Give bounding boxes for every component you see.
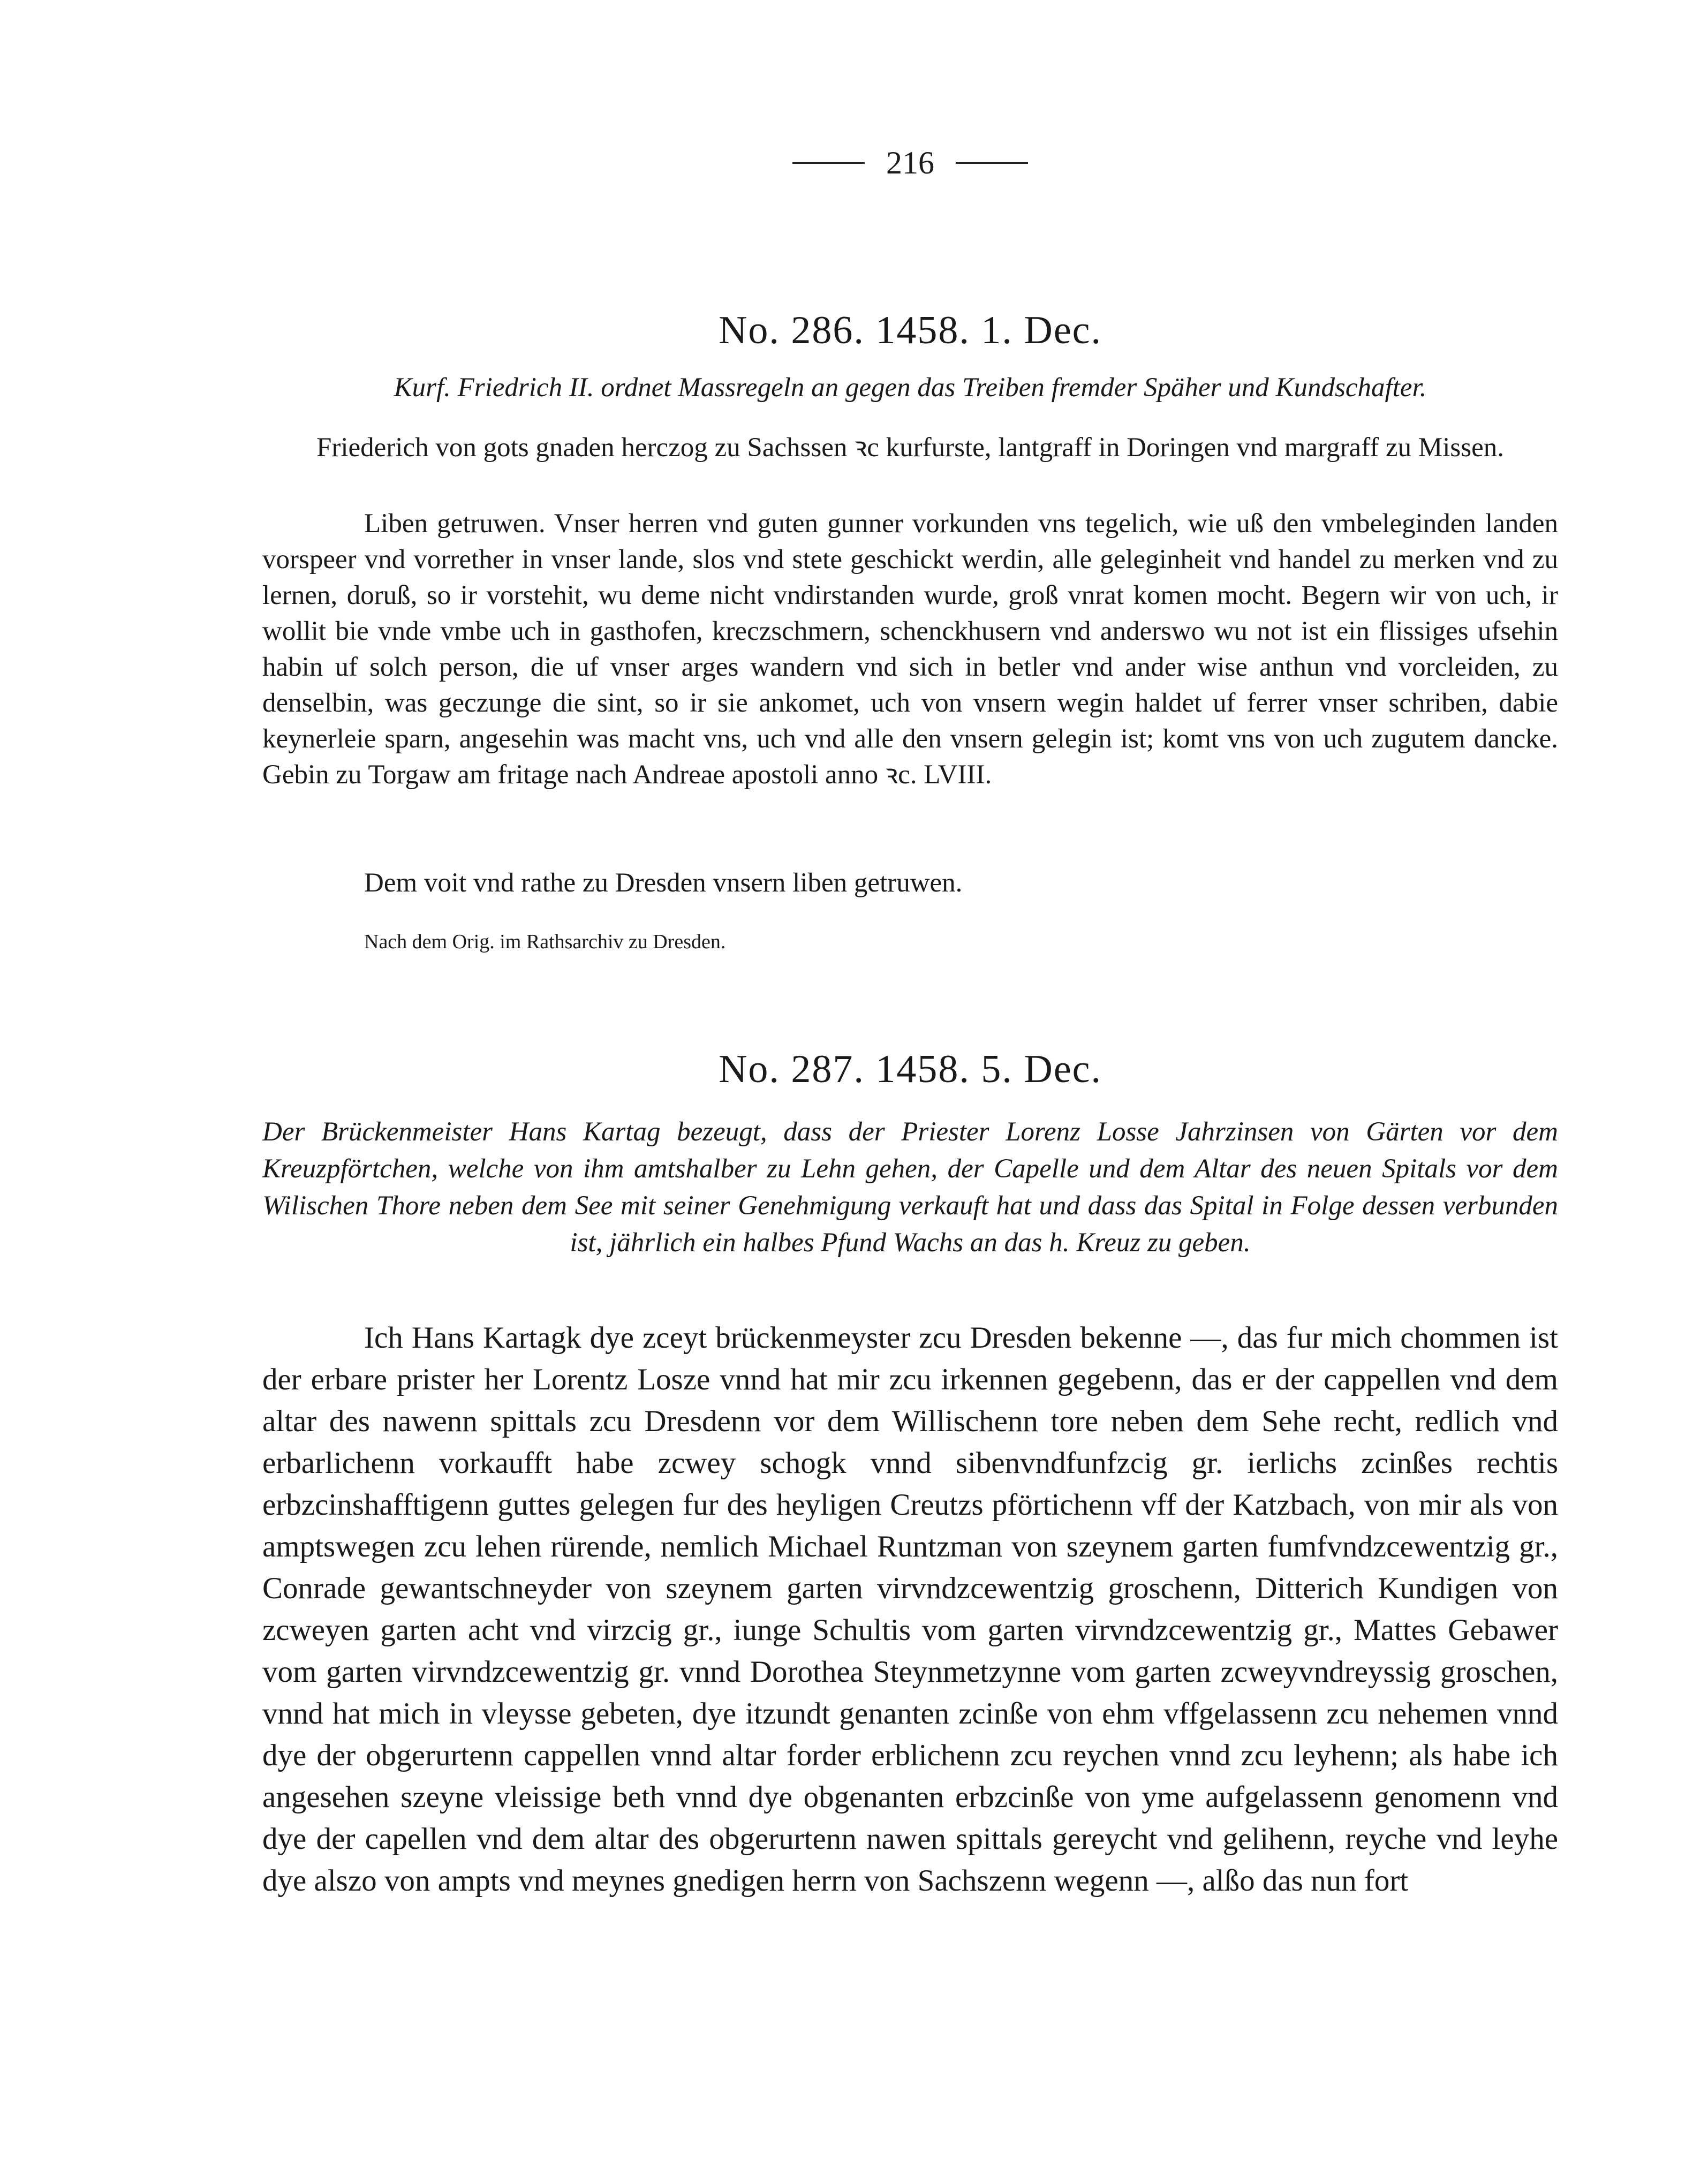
entry-salutation-286: Friederich von gots gnaden herczog zu Sachssen ꝛc kurfurste, lantgraff in Doringen vnd margraff zu Missen. bbox=[316, 433, 1504, 463]
document-page bbox=[262, 0, 1558, 2184]
entry-regest-286: Kurf. Friedrich II. ordnet Massregeln an gegen das Treiben fremder Späher und Kundschafter. bbox=[394, 373, 1427, 403]
page-header bbox=[262, 145, 1558, 182]
entry-regest-287: Der Brückenmeister Hans Kartag bezeugt, dass der Priester Lorenz Losse Jahrzinsen von Gärten vor dem Kreuzpförtchen, welche von ihm amtshalber zu Lehn gehen, der Capelle und dem Altar des neuen Spitals vor dem Wilischen Thore neben dem See mit seiner Genehmigung verkauft hat und dass das Spital in Folge dessen verbunden ist, jährlich ein halbes Pfund Wachs an das h. Kreuz zu geben. bbox=[262, 1117, 1558, 1258]
page-number: 216 bbox=[886, 145, 934, 180]
entry-heading-287: No. 287. 1458. 5. Dec. bbox=[718, 1047, 1102, 1091]
entry-source-note-286: Nach dem Orig. im Rathsarchiv zu Dresden. bbox=[364, 931, 726, 953]
header-rule-left bbox=[792, 162, 865, 164]
entry-body-287 bbox=[262, 1317, 1558, 1902]
entry-heading-286: No. 286. 1458. 1. Dec. bbox=[718, 308, 1102, 352]
entry-body-paragraph: Liben getruwen. Vnser herren vnd guten gunner vorkunden vns tegelich, wie uß den vmbeleginden landen vorspeer vnd vorrether in vnser lande, slos vnd stete geschickt werdin, alle geleginheit vnd handel zu merken vnd zu lernen, doruß, so ir vorstehit, wu deme nicht vndirstanden wurde, groß vnrat komen mocht. Begern wir von uch, ir wollit bie vnde vmbe uch in gasthofen, kreczschmern, schenckhusern vnd anderswo wu not ist ein flissiges ufsehin habin uf solch person, die uf vnser arges wandern vnd sich in betler vnd ander wise anthun vnd vorcleiden, zu denselbin, was geczunge die sint, so ir sie ankomet, uch von vnsern wegin haldet uf ferrer vnser schriben, dabie keynerleie sparn, angesehin was macht vns, uch vnd alle den vnsern gelegin ist; komt vns von uch zugutem dancke. Gebin zu Torgaw am fritage nach Andreae apostoli anno ꝛc. LVIII. bbox=[262, 509, 1558, 790]
header-rule-right bbox=[956, 162, 1028, 164]
entry-address-286: Dem voit vnd rathe zu Dresden vnsern liben getruwen. bbox=[364, 868, 963, 898]
entry-body-286 bbox=[262, 506, 1558, 793]
entry-body-paragraph: Ich Hans Kartagk dye zceyt brückenmeyster zcu Dresden bekenne —, das fur mich chommen ist der erbare prister her Lorentz Losze vnnd hat mir zcu irkennen gegebenn, das er der cappellen vnd dem altar des nawenn spittals zcu Dresdenn vor dem Willischenn tore neben dem Sehe recht, redlich vnd erbarlichenn vorkaufft habe zcwey schogk vnnd sibenvndfunfzcig gr. ierlichs zcinßes rechtis erbzcinshafftigenn guttes gelegen fur des heyligen Creutzs pförtichenn vff der Katzbach, von mir als von amptswegen zcu lehen rürende, nemlich Michael Runtzman von szeynem garten fumfvndzcewentzig gr., Conrade gewantschneyder von szeynem garten virvndzcewentzig groschenn, Ditterich Kundigen von zcweyen garten acht vnd virzcig gr., iunge Schultis vom garten virvndzcewentzig gr., Mattes Gebawer vom garten virvndzcewentzig gr. vnnd Dorothea Steynmetzynne vom garten zcweyvndreyssig groschen, vnnd hat mich in vleysse gebeten, dye itzundt genanten zcinße von ehm vffgelassenn zcu nehemen vnnd dye der obgerurtenn cappellen vnnd altar forder erblichenn zcu reychen vnnd zcu leyhenn; als habe ich angesehen szeyne vleissige beth vnnd dye obgenanten erbzcinße von yme aufgelassenn genomenn vnd dye der capellen vnd dem altar des obgerurtenn nawen spittals gereycht vnd gelihenn, reyche vnd leyhe dye alszo von ampts vnd meynes gnedigen herrn von Sachszenn wegenn —, alßo das nun fort bbox=[262, 1321, 1558, 1898]
